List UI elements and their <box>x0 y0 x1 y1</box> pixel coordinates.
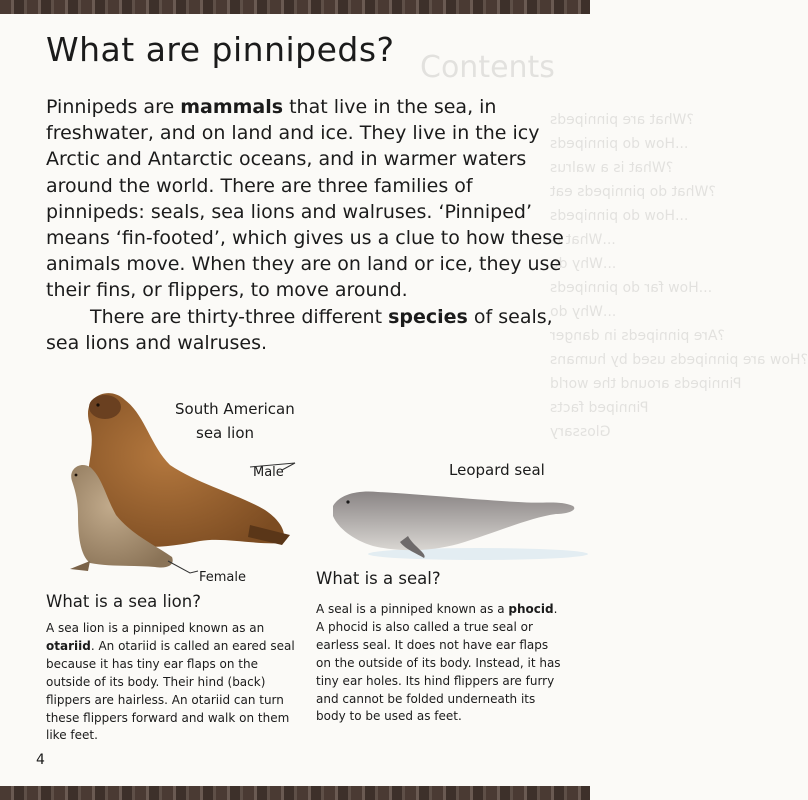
sea-lion-text-end: . An otariid is called an eared seal because it has tiny ear flaps on the outside of its body. Their hind (back) flippers are hairless. An otariid can turn these flippers forward and walk on them like feet. <box>46 638 295 743</box>
intro-paragraph-1 <box>46 94 566 304</box>
show-through-lines <box>550 108 808 444</box>
seal-text-end: . A phocid is also called a true seal or earless seal. It does not have ear flaps on the outside of its body. Instead, it has tiny ear holes. Its hind flippers are furry and cannot be folded underneath its body to be used as feet. <box>316 602 561 724</box>
show-through-line: What is a walrus? <box>550 160 674 176</box>
intro-p2-end: of seals, sea lions and walruses. <box>46 305 553 354</box>
show-through-line: Glossary <box>550 424 611 440</box>
sea-lion-title-line1: South American <box>175 400 295 418</box>
term-otariid: otariid <box>46 638 91 653</box>
intro-p1-end: that live in the sea, in freshwater, and on land and ice. They live in the icy Arctic and Antarctic oceans, and in warmer waters around the world. There are three families of pinnipeds: seals, sea lions and walruses. ‘Pinniped’ means ‘fin-footed’, which gives us a clue to how these animals move. When they are on land or ice, they use their fins, or flippers, to move around. <box>46 96 564 302</box>
show-through-line: What are pinnipeds? <box>550 112 694 128</box>
page-number: 4 <box>36 752 45 768</box>
show-through-line: How far do pinnipeds... <box>550 280 713 296</box>
show-through-line: How are pinnipeds used by humans? <box>550 352 808 368</box>
female-leader-line <box>168 561 198 573</box>
show-through-line: Why do... <box>550 304 617 320</box>
intro-p1-start: Pinnipeds are <box>46 96 181 118</box>
leopard-seal-illustration <box>328 484 588 564</box>
term-species: species <box>388 305 468 328</box>
seal-heading: What is a seal? <box>316 569 441 588</box>
sea-lion-text <box>46 620 301 745</box>
show-through-title: Contents <box>420 50 555 85</box>
page-title: What are pinnipeds? <box>46 30 395 69</box>
intro-text <box>46 94 566 356</box>
show-through-line: What do pinnipeds eat? <box>550 184 716 200</box>
seal-text <box>316 601 564 726</box>
show-through-line: How do pinnipeds... <box>550 208 689 224</box>
male-label: Male <box>253 465 284 480</box>
term-mammals: mammals <box>180 96 284 118</box>
sea-lion-illustration <box>50 385 350 575</box>
sea-lion-text-start: A sea lion is a pinniped known as an <box>46 621 265 635</box>
show-through-line: What is... <box>550 232 616 248</box>
show-through-line: Pinniped facts <box>550 400 649 416</box>
sea-lion-heading: What is a sea lion? <box>46 592 201 611</box>
intro-paragraph-2 <box>46 304 566 356</box>
top-border <box>0 0 590 14</box>
male-leader-line <box>250 463 295 470</box>
female-label: Female <box>199 570 247 585</box>
sea-lion-title-line2: sea lion <box>196 424 255 442</box>
show-through-line: Are pinnipeds in danger? <box>550 328 725 344</box>
leopard-seal-title: Leopard seal <box>449 461 545 479</box>
show-through-line: Why do... <box>550 256 617 272</box>
intro-p2-start: There are thirty-three different <box>90 305 389 328</box>
bottom-border <box>0 786 590 800</box>
seal-text-start: A seal is a pinniped known as a <box>316 602 509 616</box>
show-through-line: How do pinnipeds... <box>550 136 689 152</box>
term-phocid: phocid <box>508 602 554 616</box>
show-through-line: Pinnipeds around the world <box>550 376 742 392</box>
